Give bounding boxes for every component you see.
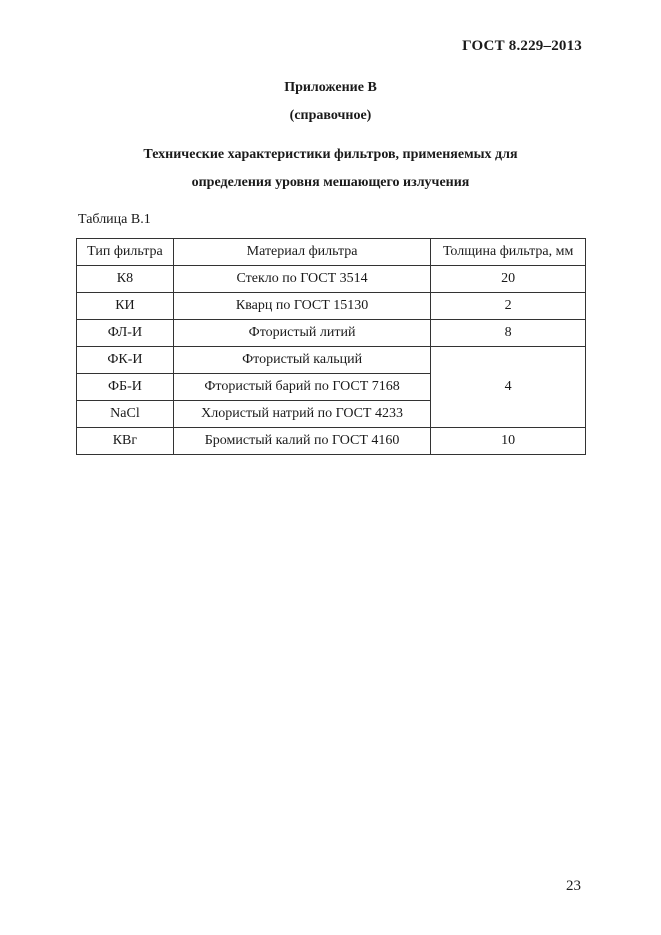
- page-number: 23: [566, 878, 581, 894]
- cell-type: ФК-И: [77, 347, 174, 374]
- cell-type: ФЛ-И: [77, 320, 174, 347]
- table-row: [77, 347, 586, 374]
- cell-type: КВг: [77, 428, 174, 455]
- cell-type: NaCl: [77, 401, 174, 428]
- table-header-row: [77, 239, 586, 266]
- header-filter-material: Материал фильтра: [173, 239, 430, 266]
- header-filter-type: Тип фильтра: [77, 239, 174, 266]
- cell-thickness: 10: [431, 428, 586, 455]
- cell-thickness: 8: [431, 320, 586, 347]
- table-label: Таблица В.1: [78, 212, 151, 227]
- section-title-line2: определения уровня мешающего излучения: [191, 175, 470, 190]
- cell-thickness: 20: [431, 266, 586, 293]
- cell-material: Стекло по ГОСТ 3514: [173, 266, 430, 293]
- table-row: [77, 266, 586, 293]
- cell-thickness: 2: [431, 293, 586, 320]
- appendix-title: Приложение В: [284, 80, 377, 95]
- cell-material: Фтористый литий: [173, 320, 430, 347]
- table-row: [77, 320, 586, 347]
- table-row: [77, 293, 586, 320]
- cell-material: Кварц по ГОСТ 15130: [173, 293, 430, 320]
- table-row: [77, 428, 586, 455]
- appendix-subtitle: (справочное): [289, 108, 372, 123]
- cell-material: Бромистый калий по ГОСТ 4160: [173, 428, 430, 455]
- header-filter-thickness: Толщина фильтра, мм: [431, 239, 586, 266]
- cell-material: Фтористый барий по ГОСТ 7168: [173, 374, 430, 401]
- cell-type: ФБ-И: [77, 374, 174, 401]
- cell-material: Хлористый натрий по ГОСТ 4233: [173, 401, 430, 428]
- document-code: ГОСТ 8.229–2013: [462, 38, 582, 54]
- section-title-line1: Технические характеристики фильтров, применяемых для: [143, 147, 518, 162]
- cell-type: КИ: [77, 293, 174, 320]
- cell-material: Фтористый кальций: [173, 347, 430, 374]
- cell-thickness-merged: 4: [431, 347, 586, 428]
- cell-type: К8: [77, 266, 174, 293]
- filters-table: [76, 238, 586, 455]
